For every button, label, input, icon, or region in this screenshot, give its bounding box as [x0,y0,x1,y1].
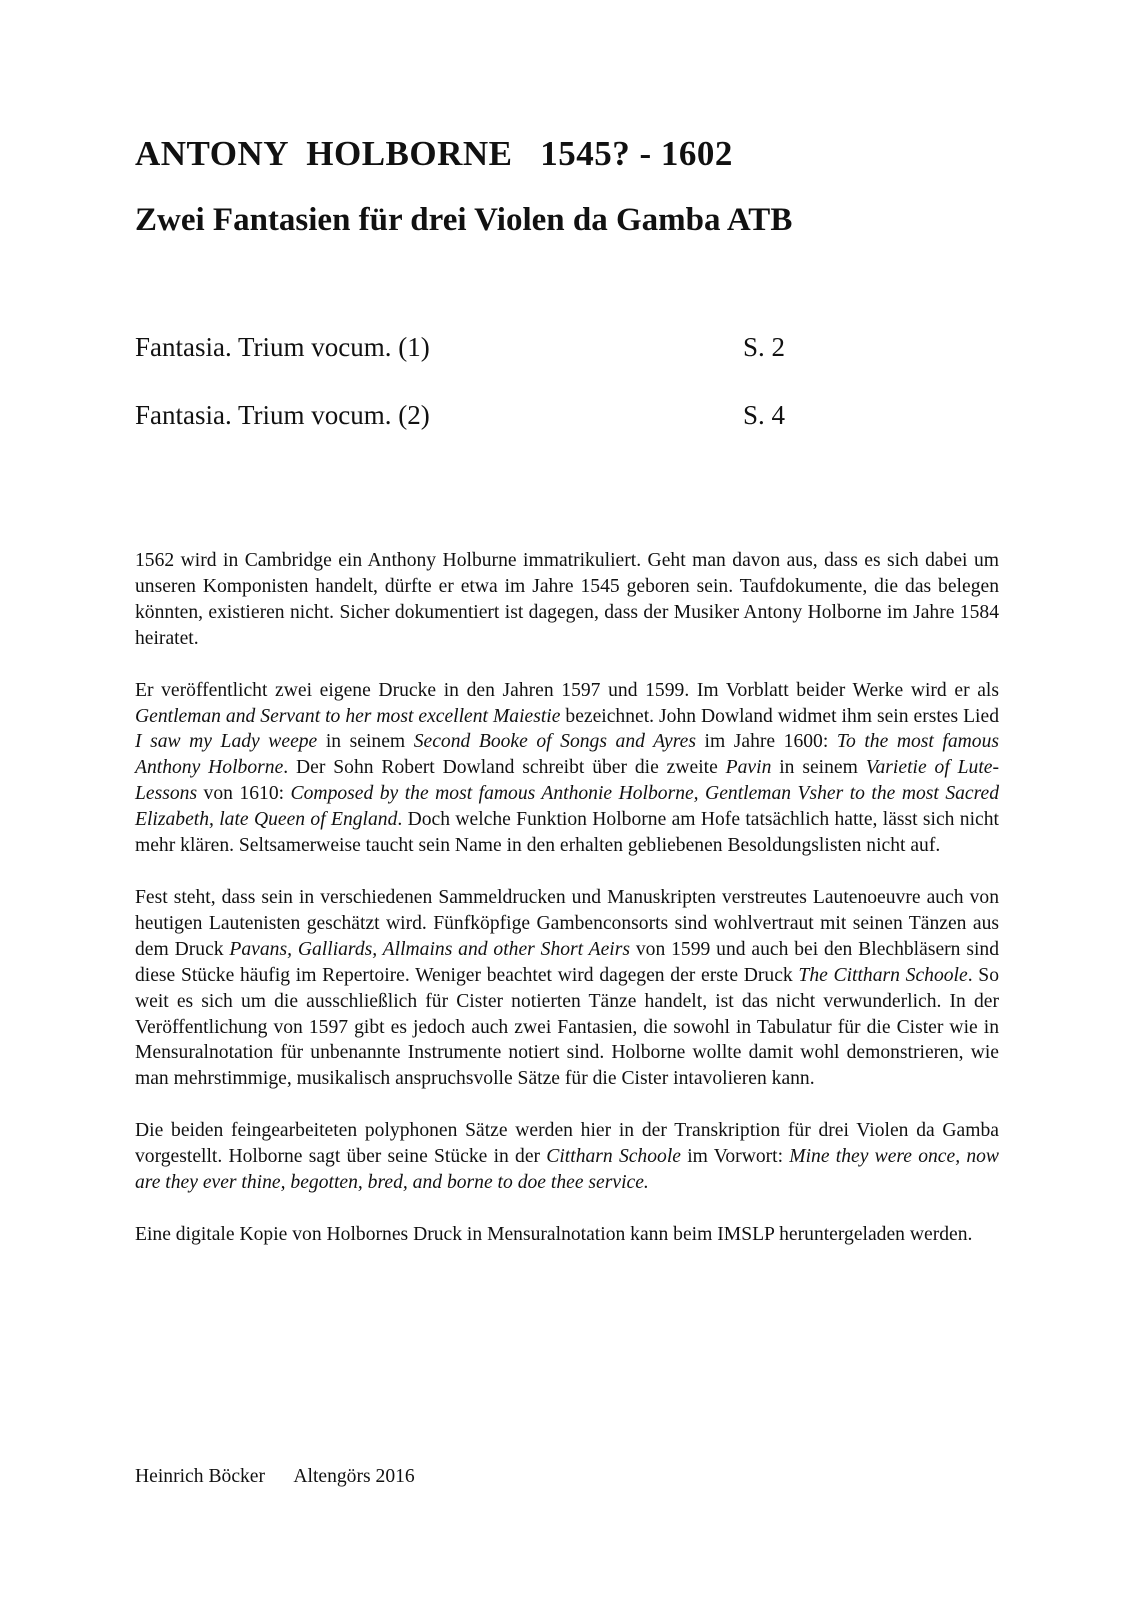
paragraph-text: . Doch welche Funktion Holborne am Hofe tatsächlich hatte, lässt sich nicht mehr klären. Seltsamerweise taucht sein Name in den erhalten gebliebenen Besoldungslisten nicht auf. [135,809,999,857]
paragraph-text: von 1599 und auch bei den Blechbläsern sind diese Stücke häufig im Repertoire. Weniger beachtet wird dagegen der erste Druck [135,938,999,986]
paragraph-text: in seinem [317,731,414,753]
paragraph-works [135,885,999,1092]
italic-quote: Mine they were once, now are they ever thine, begotten, bred, and borne to doe thee service. [135,1146,999,1194]
toc-entry-title: Fantasia. Trium vocum. (1) [135,332,430,362]
paragraph-text: in seinem [771,757,866,779]
paragraph-text: Fest steht, dass sein in verschiedenen Sammeldrucken und Manuskripten verstreutes Lautenoeuvre auch von heutigen Lautenisten geschätzt wird. Fünfköpfige Gambenconsorts sind wohlvertraut mit seinen Tänzen aus dem Druck [135,886,999,960]
signature-place-year: Altengörs 2016 [293,1466,415,1487]
italic-quote: Gentleman and Servant to her most excellent Maiestie [135,705,561,727]
paragraph-text: Eine digitale Kopie von Holbornes Druck in Mensuralnotation kann beim IMSLP heruntergeladen werden. [135,1223,973,1245]
paragraph-text: . Der Sohn Robert Dowland schreibt über die zweite [283,757,726,779]
paragraph-text: 1562 wird in Cambridge ein Anthony Holburne immatrikuliert. Geht man davon aus, dass es sich dabei um unseren Komponisten handelt, dürfte er etwa im Jahre 1545 geboren sein. Taufdokumente, die das belegen könnten, existieren nicht. Sicher dokumentiert ist dagegen, dass der Musiker Antony Holborne im Jahre 1584 heiratet. [135,550,999,649]
body-text [135,548,999,1274]
italic-title: I saw my Lady weepe [135,731,318,753]
italic-quote: Composed by the most famous Anthonie Holborne, Gentleman Vsher to the most Sacred Elizabeth, late Queen of England [135,783,1000,831]
italic-title: The Cittharn Schoole [798,964,968,986]
paragraph-text: von 1610: [197,783,291,805]
toc-entry-title: Fantasia. Trium vocum. (2) [135,400,430,430]
paragraph-text: Die beiden feingearbeiteten polyphonen Sätze werden hier in der Transkription für drei Violen da Gamba vorgestellt. Holborne sagt über seine Stücke in der [135,1120,999,1168]
paragraph-publications [135,678,999,859]
paragraph-text: bezeichnet. John Dowland widmet ihm sein erstes Lied [560,705,999,727]
paragraph-text: . So weit es sich um die ausschließlich für Cister notierten Tänze handelt, ist das nicht verwunderlich. In der Veröffentlichung von 1597 gibt es jedoch auch zwei Fantasien, die sowohl in Tabulatur für die Cister wie in Mensuralnotation für unbenannte Instrumente notiert sind. Holborne wollte damit wohl demonstrieren, wie man mehrstimmige, musikalisch anspruchsvolle Sätze für die Cister intavolieren kann. [135,964,999,1090]
toc-entry-page: S. 4 [743,400,786,430]
italic-quote: To the most famous Anthony Holborne [135,731,1000,779]
italic-title: Varietie of Lute-Lessons [135,757,999,805]
toc-entry-page: S. 2 [743,332,786,362]
page-title: ANTONY HOLBORNE 1545? - 1602 [135,134,733,173]
italic-title: Pavans, Galliards, Allmains and other Short Aeirs [229,938,630,960]
italic-title: Second Booke of Songs and Ayres [413,731,696,753]
paragraph-imslp [135,1222,999,1248]
paragraph-text: im Vorwort: [680,1146,790,1168]
paragraph-text: Er veröffentlicht zwei eigene Drucke in den Jahren 1597 und 1599. Im Vorblatt beider Werke wird er als [135,679,999,701]
paragraph-transcription [135,1118,999,1196]
signature [135,1466,415,1488]
italic-title: Pavin [725,757,772,779]
page-subtitle: Zwei Fantasien für drei Violen da Gamba ATB [135,202,793,238]
italic-title: Cittharn Schoole [546,1146,681,1168]
paragraph-biography [135,548,999,652]
signature-author: Heinrich Böcker [135,1466,266,1487]
paragraph-text: im Jahre 1600: [695,731,837,753]
